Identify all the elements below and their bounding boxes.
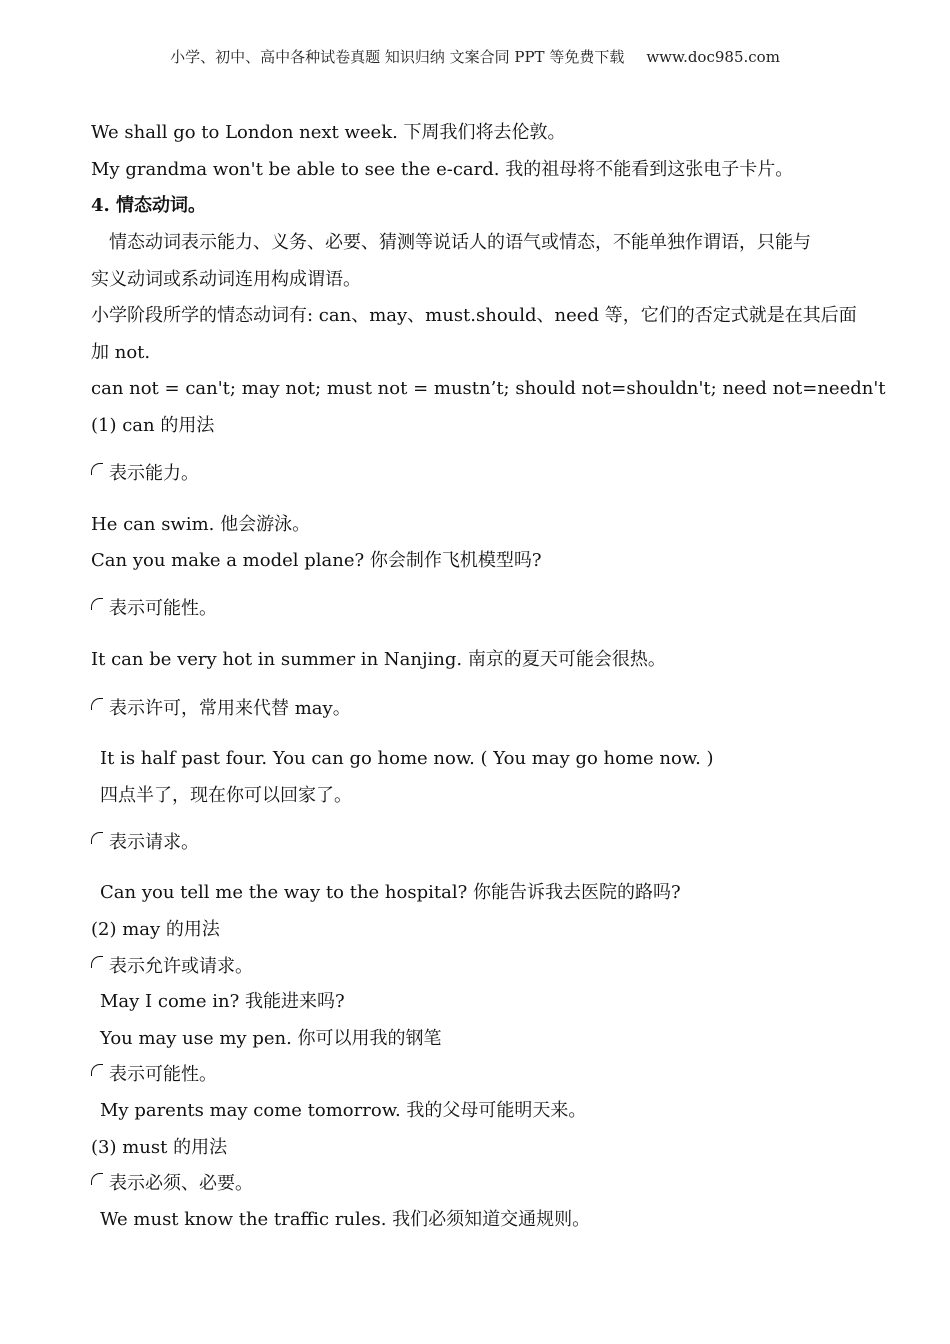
header-url[interactable]: www.doc985.com [646, 48, 780, 66]
subheading: (1) can 的用法 [91, 415, 215, 436]
bullet-icon [91, 956, 103, 968]
text-line: 加 not. [91, 342, 151, 363]
text-line: My grandma won't be able to see the e-card. 我的祖母将不能看到这张电子卡片。 [91, 159, 794, 180]
text-line: You may use my pen. 你可以用我的钢笔 [100, 1028, 442, 1049]
bullet-icon [91, 832, 103, 844]
subheading: (3) must 的用法 [91, 1137, 228, 1158]
text-line: Can you make a model plane? 你会制作飞机模型吗? [91, 550, 542, 571]
text-line: It can be very hot in summer in Nanjing. 南京的夏天可能会很热。 [91, 649, 666, 670]
subheading: (2) may 的用法 [91, 919, 220, 940]
text-line: It is half past four. You can go home now. ( You may go home now. ) [100, 748, 714, 769]
text-line: 实义动词或系动词连用构成谓语。 [91, 269, 361, 290]
bullet-icon [91, 1064, 103, 1076]
bullet-icon [91, 698, 103, 710]
page-header [0, 46, 950, 67]
text-line: May I come in? 我能进来吗? [100, 991, 345, 1012]
text-line: 小学阶段所学的情态动词有: can、may、must.should、need 等，它们的否定式就是在其后面 [91, 305, 857, 326]
text-line: Can you tell me the way to the hospital? 你能告诉我去医院的路吗? [100, 882, 681, 903]
header-text: 小学、初中、高中各种试卷真题 知识归纳 文案合同 PPT 等免费下载 [170, 48, 625, 66]
text-line: He can swim. 他会游泳。 [91, 514, 311, 535]
section-heading: 4. 情态动词。 [91, 195, 207, 216]
bullet-item: 表示可能性。 [91, 598, 217, 620]
bullet-icon [91, 598, 103, 610]
bullet-item: 表示可能性。 [91, 1064, 217, 1086]
text-line: My parents may come tomorrow. 我的父母可能明天来。 [100, 1100, 587, 1121]
text-line: 情态动词表示能力、义务、必要、猜测等说话人的语气或情态，不能单独作谓语，只能与 [109, 232, 811, 253]
bullet-icon [91, 1173, 103, 1185]
bullet-item: 表示能力。 [91, 463, 199, 485]
bullet-item: 表示必须、必要。 [91, 1173, 253, 1195]
bullet-item: 表示请求。 [91, 832, 199, 854]
text-line: We shall go to London next week. 下周我们将去伦敦。 [91, 122, 566, 143]
bullet-item: 表示许可，常用来代替 may。 [91, 698, 351, 720]
text-line: We must know the traffic rules. 我们必须知道交通规则。 [100, 1209, 591, 1230]
text-line: 四点半了，现在你可以回家了。 [100, 785, 352, 806]
text-line: can not = can't; may not; must not = mustn’t; should not=shouldn't; need not=needn't [91, 378, 886, 399]
bullet-icon [91, 463, 103, 475]
bullet-item: 表示允许或请求。 [91, 956, 253, 978]
